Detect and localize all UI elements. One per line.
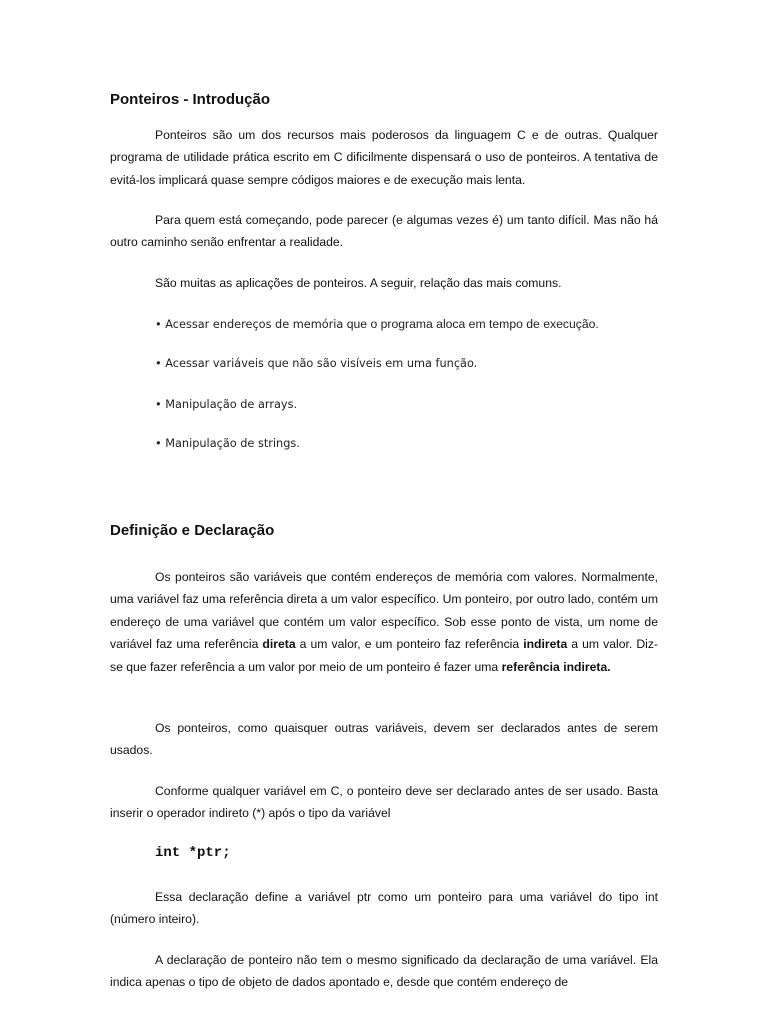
- intro-paragraph-1: Ponteiros são um dos recursos mais poderosos da linguagem C e de outras. Qualquer programa de utilidade prática escrito em C dificilmente dispensará o uso de ponteiros. A tentativa de evitá-los implicará quase sempre códigos maiores e de execução mais lenta.: [110, 128, 658, 187]
- bullet-item-1-part-b: que o programa aloca em tempo de execução.: [343, 317, 599, 331]
- bullet-item-2: • Acessar variáveis que não são visíveis em uma função.: [155, 357, 478, 370]
- definition-paragraph-5: A declaração de ponteiro não tem o mesmo significado da declaração de uma variável. Ela indica apenas o tipo de objeto de dados apontado e, desde que contém endereço de: [110, 953, 658, 990]
- bullet-item-1: [155, 317, 599, 331]
- code-snippet: int *ptr;: [155, 845, 231, 861]
- bold-direta: direta: [262, 637, 296, 652]
- intro-paragraph-3: São muitas as aplicações de ponteiros. A seguir, relação das mais comuns.: [155, 276, 562, 290]
- section-title-definicao: Definição e Declaração: [110, 522, 275, 539]
- bold-referencia-indireta: referência indireta.: [501, 659, 611, 674]
- bold-indireta: indireta: [523, 637, 568, 652]
- definition-paragraph-3: Conforme qualquer variável em C, o ponteiro deve ser declarado antes de ser usado. Basta inserir o operador indireto (*) após o tipo da variável: [110, 784, 658, 821]
- bullet-item-1-part-a: • Acessar endereços de memória: [155, 318, 344, 331]
- definition-text-d: a um valor. Diz-se que fazer referência a um valor por meio de um ponteiro é fazer uma: [110, 637, 658, 674]
- definition-paragraph-1: [110, 566, 658, 678]
- bullet-item-4: • Manipulação de strings.: [155, 437, 300, 450]
- section-title-introducao: Ponteiros - Introdução: [110, 91, 271, 108]
- definition-text-c: a um valor, e um ponteiro faz referência: [295, 637, 524, 652]
- bullet-item-3: • Manipulação de arrays.: [155, 398, 298, 411]
- definition-paragraph-4: Essa declaração define a variável ptr como um ponteiro para uma variável do tipo int (número inteiro).: [110, 890, 658, 927]
- definition-text-a: Os ponteiros são variáveis que contém endereços de memória com valores. Normalmente, uma variável faz uma referência direta a um valor específico. Um ponteiro, por outro lado, contém um endereço de uma variável que contém um valor específico. Sob esse ponto de vista, um nome de variável faz uma referência: [110, 570, 659, 652]
- intro-paragraph-2: Para quem está começando, pode parecer (e algumas vezes é) um tanto difícil. Mas não há outro caminho senão enfrentar a realidade.: [110, 213, 658, 250]
- definition-paragraph-2: Os ponteiros, como quaisquer outras variáveis, devem ser declarados antes de serem usados.: [110, 721, 658, 758]
